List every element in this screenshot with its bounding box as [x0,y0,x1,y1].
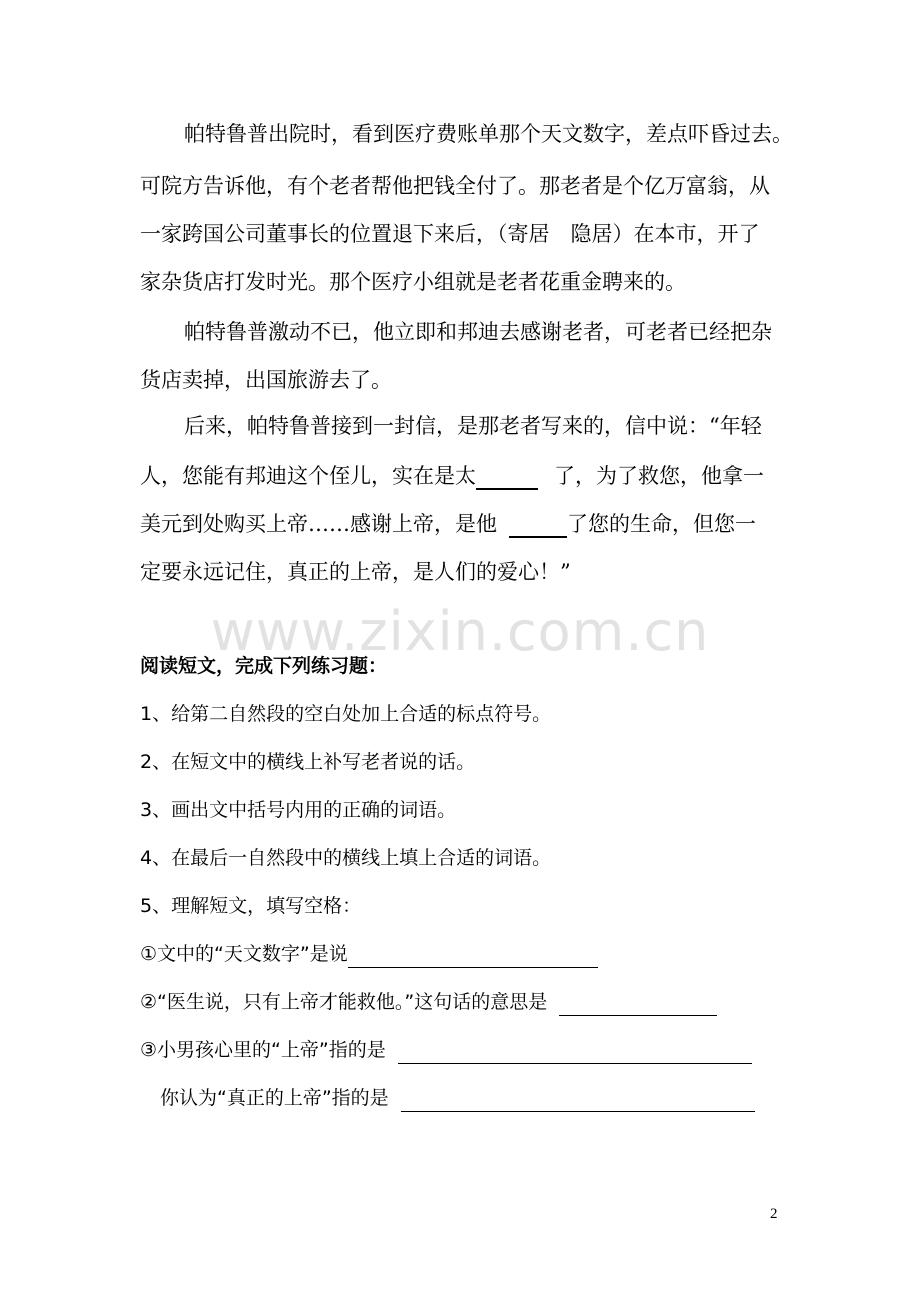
question-text: ②“医生说，只有上帝才能救他。”这句话的意思是 [140,991,548,1013]
passage-line: 可院方告诉他，有个老者帮他把钱全付了。那老者是个亿万富翁，从 [140,174,770,198]
answer-line-1[interactable] [348,945,598,968]
fill-blank-1[interactable] [476,466,538,490]
exercise-heading: 阅读短文，完成下列练习题： [140,655,388,677]
watermark: www.zixin.com.cn [210,600,710,663]
passage-line: 后来，帕特鲁普接到一封信，是那老者写来的，信中说：“年轻 [184,414,762,438]
question-3: 3、画出文中括号内用的正确的词语。 [140,799,457,821]
question-5-4 [160,1084,755,1112]
answer-line-4[interactable] [401,1089,755,1112]
passage-line [140,462,764,490]
passage-text: 人，您能有邦迪这个侄儿，实在是太 [140,464,476,488]
fill-blank-2[interactable] [509,514,567,538]
question-5-3 [140,1036,752,1064]
question-4: 4、在最后一自然段中的横线上填上合适的词语。 [140,847,552,869]
passage-text: 美元到处购买上帝……感谢上帝，是他 [140,512,497,536]
passage-line: 货店卖掉，出国旅游去了。 [140,368,392,392]
question-text: 你认为“真正的上帝”指的是 [160,1087,389,1109]
question-1: 1、给第二自然段的空白处加上合适的标点符号。 [140,703,552,725]
question-5: 5、理解短文，填写空格： [140,895,362,917]
answer-line-3[interactable] [398,1041,752,1064]
question-5-1 [140,940,598,968]
question-text: ①文中的“天文数字”是说 [140,943,348,965]
passage-line: 帕特鲁普激动不已，他立即和邦迪去感谢老者，可老者已经把杂 [184,320,772,344]
question-text: ③小男孩心里的“上帝”指的是 [140,1039,386,1061]
passage-text: 了您的生命，但您一 [567,512,756,536]
page-number: 2 [770,1206,778,1222]
passage-line: 定要永远记住，真正的上帝，是人们的爱心！” [140,560,571,584]
passage-text: 了，为了救您，他拿一 [554,464,764,488]
passage-line: 一家跨国公司董事长的位置退下来后，（寄居 隐居）在本市，开了 [140,222,760,246]
passage-line: 家杂货店打发时光。那个医疗小组就是老者花重金聘来的。 [140,270,686,294]
answer-line-2[interactable] [559,993,717,1016]
passage-line: 帕特鲁普出院时，看到医疗费账单那个天文数字，差点吓昏过去。 [184,122,793,146]
question-5-2 [140,988,717,1016]
passage-line [140,510,756,538]
question-2: 2、在短文中的横线上补写老者说的话。 [140,751,476,773]
